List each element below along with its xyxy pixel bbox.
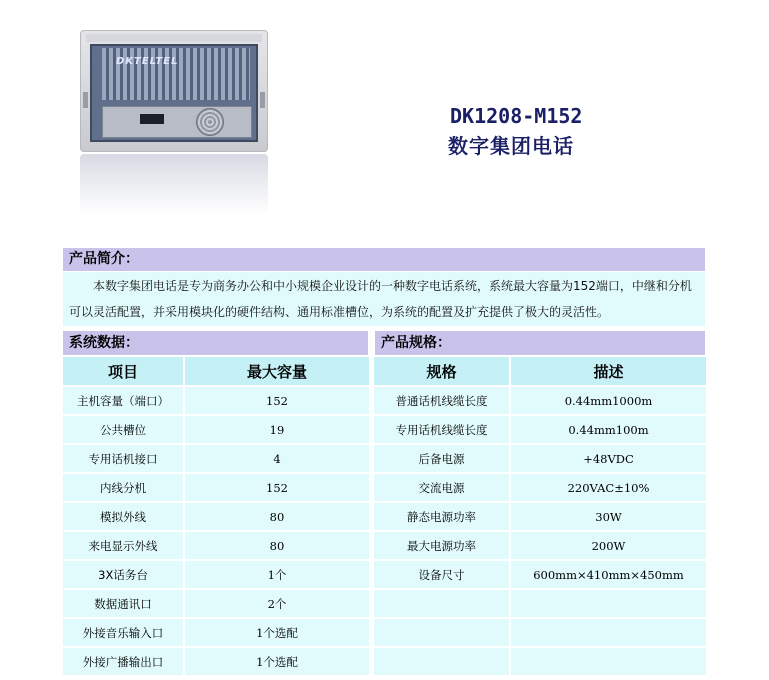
system-capacity-cell: 2个 bbox=[185, 590, 369, 617]
system-col-capacity: 最大容量 bbox=[185, 357, 369, 385]
spec-desc-cell bbox=[511, 590, 706, 617]
system-capacity-cell: 80 bbox=[185, 532, 369, 559]
system-capacity-cell: 152 bbox=[185, 387, 369, 414]
system-table bbox=[61, 355, 371, 677]
system-item-cell: 主机容量（端口） bbox=[63, 387, 183, 414]
spec-desc-cell bbox=[511, 619, 706, 646]
system-capacity-cell: 1个选配 bbox=[185, 648, 369, 675]
spec-desc-cell: 200W bbox=[511, 532, 706, 559]
intro-heading: 产品简介： bbox=[63, 248, 705, 271]
product-name: 数字集团电话 bbox=[448, 134, 574, 158]
fan-icon bbox=[196, 108, 224, 136]
table-row bbox=[374, 474, 706, 501]
specs-heading: 产品规格： bbox=[375, 331, 705, 355]
specs-col-desc: 描述 bbox=[511, 357, 706, 385]
system-heading: 系统数据： bbox=[63, 331, 368, 355]
system-item-cell: 模拟外线 bbox=[63, 503, 183, 530]
table-row bbox=[374, 561, 706, 588]
table-row bbox=[63, 648, 369, 675]
system-col-item: 项目 bbox=[63, 357, 183, 385]
intro-text: 本数字集团电话是专为商务办公和中小规模企业设计的一种数字电话系统，系统最大容量为152端口，中继和分机可以灵活配置，并采用模块化的硬件结构、通用标准槽位，为系统的配置及扩充提供了极大的灵活性。 bbox=[63, 272, 705, 326]
spec-desc-cell: 600mm×410mm×450mm bbox=[511, 561, 706, 588]
spec-desc-cell: +48VDC bbox=[511, 445, 706, 472]
spec-name-cell bbox=[374, 590, 509, 617]
table-row bbox=[374, 503, 706, 530]
spec-name-cell: 专用话机线缆长度 bbox=[374, 416, 509, 443]
spec-desc-cell bbox=[511, 648, 706, 675]
product-model: DK1208-M152 bbox=[450, 104, 583, 128]
table-row bbox=[63, 416, 369, 443]
spec-desc-cell: 220VAC±10% bbox=[511, 474, 706, 501]
spec-name-cell bbox=[374, 619, 509, 646]
spec-name-cell bbox=[374, 648, 509, 675]
specs-col-spec: 规格 bbox=[374, 357, 509, 385]
spec-name-cell: 后备电源 bbox=[374, 445, 509, 472]
system-item-cell: 外接音乐输入口 bbox=[63, 619, 183, 646]
table-row bbox=[63, 561, 369, 588]
photo-brand-logo: DKTELTEL bbox=[116, 56, 179, 67]
system-item-cell: 内线分机 bbox=[63, 474, 183, 501]
spec-name-cell: 静态电源功率 bbox=[374, 503, 509, 530]
cabinet-image bbox=[80, 30, 268, 152]
photo-reflection bbox=[80, 154, 268, 214]
system-capacity-cell: 1个 bbox=[185, 561, 369, 588]
table-row bbox=[63, 474, 369, 501]
table-row bbox=[63, 590, 369, 617]
system-item-cell: 数据通讯口 bbox=[63, 590, 183, 617]
table-row bbox=[374, 619, 706, 646]
spec-name-cell: 交流电源 bbox=[374, 474, 509, 501]
spec-desc-cell: 30W bbox=[511, 503, 706, 530]
table-row bbox=[374, 445, 706, 472]
table-row bbox=[374, 590, 706, 617]
specs-table bbox=[372, 355, 708, 677]
system-capacity-cell: 19 bbox=[185, 416, 369, 443]
table-row bbox=[63, 619, 369, 646]
table-row bbox=[374, 416, 706, 443]
system-capacity-cell: 4 bbox=[185, 445, 369, 472]
table-row bbox=[63, 387, 369, 414]
spec-desc-cell: 0.44mm100m bbox=[511, 416, 706, 443]
system-capacity-cell: 152 bbox=[185, 474, 369, 501]
table-row bbox=[374, 648, 706, 675]
system-item-cell: 专用话机接口 bbox=[63, 445, 183, 472]
system-capacity-cell: 80 bbox=[185, 503, 369, 530]
table-row bbox=[63, 445, 369, 472]
table-row bbox=[374, 532, 706, 559]
system-item-cell: 来电显示外线 bbox=[63, 532, 183, 559]
table-row bbox=[63, 532, 369, 559]
table-row bbox=[63, 503, 369, 530]
spec-name-cell: 设备尺寸 bbox=[374, 561, 509, 588]
system-item-cell: 3X话务台 bbox=[63, 561, 183, 588]
system-item-cell: 公共槽位 bbox=[63, 416, 183, 443]
product-photo bbox=[80, 30, 270, 220]
spec-name-cell: 最大电源功率 bbox=[374, 532, 509, 559]
system-capacity-cell: 1个选配 bbox=[185, 619, 369, 646]
spec-name-cell: 普通话机线缆长度 bbox=[374, 387, 509, 414]
table-row bbox=[374, 387, 706, 414]
system-item-cell: 外接广播输出口 bbox=[63, 648, 183, 675]
spec-desc-cell: 0.44mm1000m bbox=[511, 387, 706, 414]
